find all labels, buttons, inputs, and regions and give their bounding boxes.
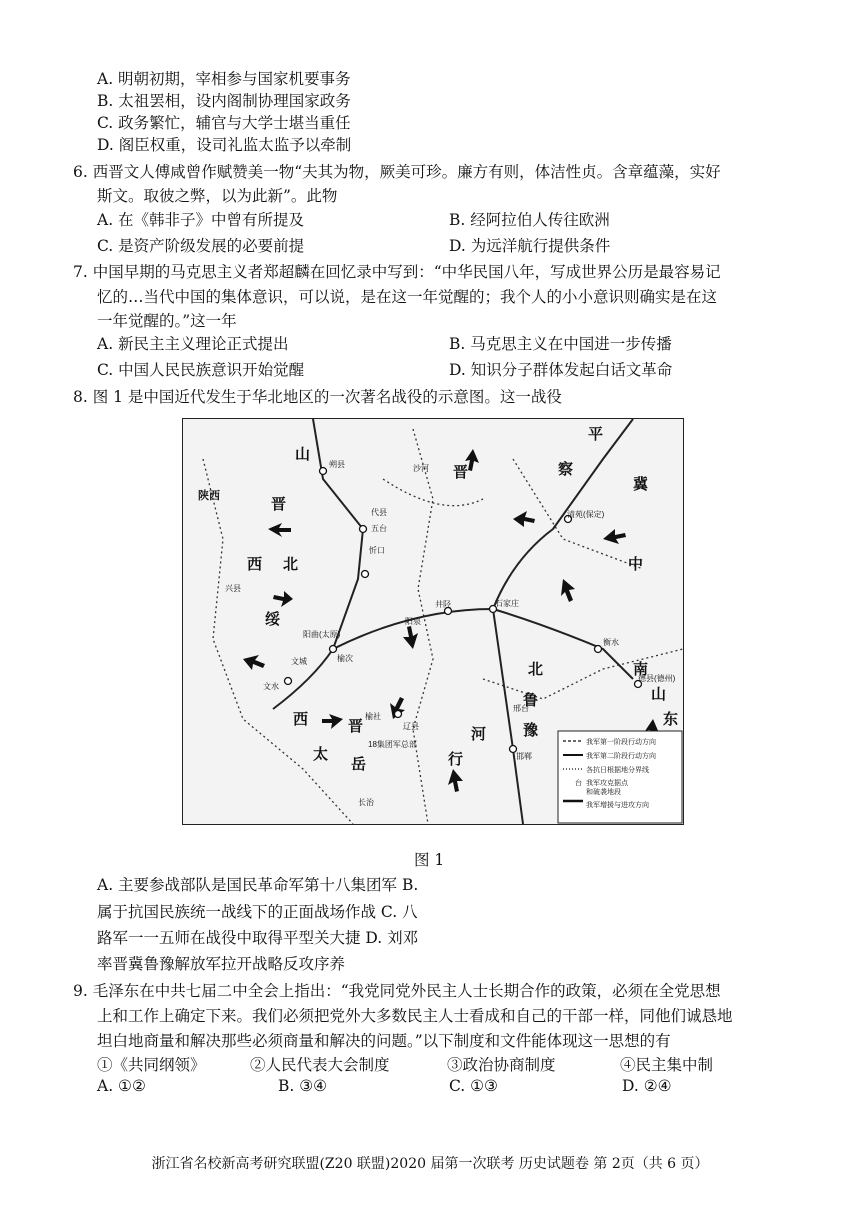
q6-option-d: D. 为远洋航行提供条件: [449, 237, 611, 255]
q8-options-line1: A. 主要参战部队是国民革命军第十八集团军 B.: [97, 876, 419, 894]
q9-stem-line2: 上和工作上确定下来。我们必须把党外大多数民主人士看成和自己的干部一样，同他们诚恳地: [97, 1007, 733, 1025]
q7-option-a: A. 新民主主义理论正式提出: [97, 335, 289, 353]
map-place-label: 文水: [263, 682, 279, 691]
map-place-label: 石家庄: [495, 599, 519, 608]
map-place-label: 衡水: [603, 638, 619, 647]
map-region-label: 东: [663, 712, 679, 728]
q9-item-4: ④民主集中制: [620, 1056, 714, 1074]
map-place-label: 长治: [358, 798, 374, 807]
legend-label: 我军增援与进攻方向: [586, 802, 649, 809]
legend-label: 和破袭地段: [586, 789, 621, 796]
battle-map: [182, 418, 684, 825]
map-region-label: 平: [588, 427, 604, 443]
q7-stem-line2: 忆的…当代中国的集体意识，可以说，是在这一年觉醒的；我个人的小小意识则确实是在这: [97, 288, 718, 306]
map-place-label: 井陉: [435, 600, 451, 609]
map-legend: [558, 731, 682, 823]
map-region-label: 西: [247, 557, 263, 573]
legend-label: 我军第一阶段行动方向: [586, 739, 656, 746]
map-place-label: 阳泉: [405, 617, 421, 626]
map-region-label: 西: [293, 712, 309, 728]
map-place-label: 清苑(保定): [567, 510, 605, 519]
legend-label: 我军攻克据点: [586, 780, 628, 787]
q9-item-3: ③政治协商制度: [447, 1056, 556, 1074]
q9-option-c: C. ①③: [449, 1077, 498, 1095]
q8-options-line2: 属于抗国民族统一战线下的正面战场作战 C. 八: [97, 903, 418, 921]
q8-options-line4: 率晋冀鲁豫解放军拉开战略反攻序养: [97, 955, 346, 973]
map-region-label: 行: [448, 752, 464, 768]
q6-stem-line2: 斯文。取彼之弊，以为此新”。此物: [97, 187, 338, 205]
map-region-label: 绥: [265, 612, 281, 628]
map-region-label: 豫: [523, 723, 539, 739]
q5-option-b: B. 太祖罢相，设内阁制协理国家政务: [97, 92, 351, 110]
q6-option-c: C. 是资产阶级发展的必要前提: [97, 237, 305, 255]
map-region-label: 察: [558, 462, 574, 478]
map-place-label: 朔县: [329, 460, 345, 469]
map-place-label: 18集团军总部: [368, 740, 417, 749]
map-place-label: 榆次: [337, 654, 353, 663]
q7-option-c: C. 中国人民民族意识开始觉醒: [97, 361, 305, 379]
q5-option-a: A. 明朝初期，宰相参与国家机要事务: [97, 70, 351, 88]
map-region-label: 北: [283, 557, 299, 573]
battle-map-svg: [183, 419, 683, 824]
map-region-label: 冀: [633, 477, 649, 493]
q5-option-d: D. 阁臣权重，设司礼监太监予以牵制: [97, 136, 352, 154]
q7-option-b: B. 马克思主义在中国进一步传播: [449, 335, 672, 353]
q6-option-b: B. 经阿拉伯人传往欧洲: [449, 211, 610, 229]
q9-option-d: D. ②④: [622, 1077, 672, 1095]
svg-text:台: 台: [575, 780, 582, 787]
figure-caption: 图 1: [414, 851, 445, 869]
legend-label: 各抗日根据地分界线: [586, 767, 649, 774]
q9-item-2: ②人民代表大会制度: [250, 1056, 390, 1074]
map-place-label: 兴县: [225, 584, 241, 593]
q9-option-b: B. ③④: [278, 1077, 328, 1095]
map-place-label: 邯郸: [516, 752, 532, 761]
map-place-label: 沙河: [413, 464, 429, 473]
map-region-label: 岳: [351, 757, 367, 773]
map-place-label: 代县: [371, 508, 387, 517]
map-place-label: 德县(德州): [638, 674, 676, 683]
map-region-label: 河: [471, 727, 487, 743]
q9-option-a: A. ①②: [97, 1077, 146, 1095]
map-region-label: 山: [651, 687, 667, 703]
legend-label: 我军第二阶段行动方向: [586, 753, 656, 760]
q7-option-d: D. 知识分子群体发起白话文革命: [449, 361, 673, 379]
page-footer: 浙江省名校新高考研究联盟(Z20 联盟)2020 届第一次联考 历史试题卷 第 2页（共 6 页）: [151, 1156, 709, 1172]
map-region-label: 中: [628, 557, 644, 573]
q8-options-line3: 路军一一五师在战役中取得平型关大捷 D. 刘邓: [97, 929, 419, 947]
q7-stem-line3: 一年觉醒的。”这一年: [97, 312, 237, 330]
q6-option-a: A. 在《韩非子》中曾有所提及: [97, 211, 305, 229]
q9-stem-line1: 9. 毛泽东在中共七届二中全会上指出：“我党同党外民主人士长期合作的政策，必须在全党思想: [73, 982, 721, 1000]
q9-item-1: ①《共同纲领》: [97, 1056, 206, 1074]
q9-stem-line3: 坦白地商量和解决那些必须商量和解决的问题。”以下制度和文件能体现这一思想的有: [97, 1032, 671, 1050]
map-place-label: 榆社: [365, 712, 381, 721]
map-place-label: 忻口: [369, 546, 385, 555]
map-place-label: 辽县: [403, 722, 419, 731]
map-place-label: 五台: [371, 524, 387, 533]
q8-stem: 8. 图 1 是中国近代发生于华北地区的一次著名战役的示意图。这一战役: [73, 388, 562, 406]
map-region-label: 北: [528, 662, 544, 678]
map-region-label: 晋: [271, 497, 287, 513]
map-region-label: 南: [633, 662, 649, 678]
map-region-label: 晋: [453, 465, 469, 481]
q5-option-c: C. 政务繁忙，辅官与大学士堪当重任: [97, 114, 351, 132]
map-region-label: 山: [295, 447, 311, 463]
q6-stem-line1: 6. 西晋文人傅咸曾作赋赞美一物“夫其为物，厥美可珍。廉方有则，体洁性贞。含章蕴藻，实好: [73, 163, 721, 181]
map-region-label: 晋: [348, 719, 364, 735]
map-region-label: 陕西: [198, 490, 220, 502]
map-place-label: 邢台: [513, 704, 529, 713]
q7-stem-line1: 7. 中国早期的马克思主义者郑超麟在回忆录中写到：“中华民国八年，写成世界公历是最容易记: [73, 263, 721, 281]
map-region-label: 太: [313, 747, 329, 763]
map-place-label: 文城: [291, 657, 307, 666]
map-place-label: 阳曲(太原): [303, 630, 341, 639]
map-region-label: 鲁: [523, 693, 539, 709]
